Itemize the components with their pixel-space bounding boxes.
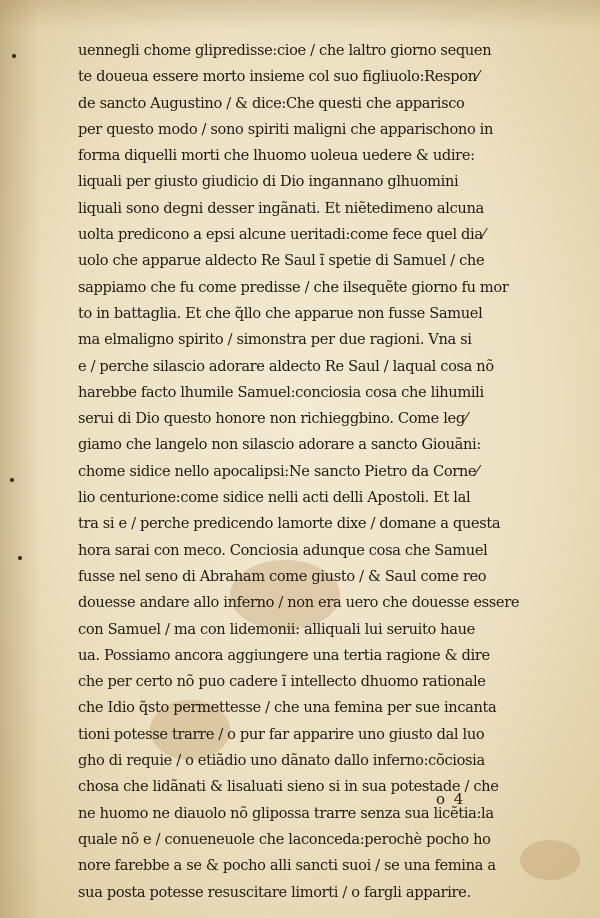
text-line: giamo che langelo non silascio adorare a sancto Giouãni: [78, 436, 481, 454]
text-line: quale nõ e / conueneuole che laconceda:perochè pocho ho [78, 830, 491, 848]
text-line: lio centurione:come sidice nelli acti delli Apostoli. Et lal [78, 489, 471, 507]
foxing-stain [520, 840, 580, 880]
text-line: uennegli chome glipredisse:cioe / che laltro giorno sequen [78, 42, 492, 59]
text-line: ne huomo ne diauolo nõ glipossa trarre senza sua licẽtia:la [78, 804, 494, 822]
page-left-edge-shadow [0, 0, 40, 918]
text-line: per questo modo / sono spiriti maligni che apparischono in [78, 120, 494, 138]
text-line: liquali per giusto giudicio di Dio ingannano glhuomini [78, 173, 459, 191]
wormhole [12, 54, 16, 58]
text-line: hora sarai con meco. Conciosia adunque cosa che Samuel [78, 541, 488, 559]
text-line: ua. Possiamo ancora aggiungere una tertia ragione & dire [78, 646, 490, 664]
text-line: chome sidice nello apocalipsi:Ne sancto Pietro da Corne⁄ [78, 462, 479, 480]
page-top-edge-shadow [0, 0, 600, 30]
wormhole [18, 556, 22, 560]
text-line: gho di requie / o etiãdio uno dãnato dallo inferno:cõciosia [78, 752, 485, 770]
text-line: tra si e / perche predicendo lamorte dixe / domane a questa [78, 515, 501, 533]
body-text [78, 38, 520, 906]
text-line: te doueua essere morto insieme col suo figliuolo:Respon⁄ [78, 68, 479, 86]
text-line: e / perche silascio adorare aldecto Re Saul / laqual cosa nõ [78, 357, 494, 375]
text-line: to in battaglia. Et che q̃llo che apparue non fusse Samuel [78, 304, 483, 322]
text-line: serui di Dio questo honore non richieggbino. Come leg⁄ [78, 410, 467, 428]
text-line: liquali sono degni desser ingãnati. Et niẽtedimeno alcuna [78, 199, 484, 217]
text-line: con Samuel / ma con lidemonii: alliquali lui seruito haue [78, 620, 475, 638]
text-line: che Idio q̃sto permettesse / che una femina per sue incanta [78, 699, 497, 717]
text-line: sua posta potesse resuscitare limorti / o fargli apparire. [78, 883, 471, 901]
text-line: sappiamo che fu come predisse / che ilsequẽte giorno fu mor [78, 278, 509, 296]
text-line: chosa che lidãnati & lisaluati sieno si in sua potestade / che [78, 778, 499, 796]
text-line: fusse nel seno di Abraham come giusto / & Saul come reo [78, 567, 487, 585]
text-line: uolta predicono a epsi alcune ueritadi:come fece quel dia⁄ [78, 226, 485, 244]
text-line: uolo che apparue aldecto Re Saul ĩ spetie di Samuel / che [78, 252, 485, 270]
text-line: ma elmaligno spirito / simonstra per due ragioni. Vna si [78, 331, 472, 349]
text-line: forma diquelli morti che lhuomo uoleua uedere & udire: [78, 147, 475, 165]
text-line: douesse andare allo inferno / non era uero che douesse essere [78, 594, 520, 612]
text-line: che per certo nõ puo cadere ĩ intellecto dhuomo rationale [78, 673, 486, 691]
text-line: de sancto Augustino / & dice:Che questi che apparisco [78, 94, 465, 112]
text-line: tioni potesse trarre / o pur far apparire uno giusto dal luo [78, 725, 485, 743]
text-line: nore farebbe a se & pocho alli sancti suoi / se una femina a [78, 857, 496, 875]
wormhole [10, 478, 14, 482]
page-number: o 4 [436, 790, 466, 808]
text-line: harebbe facto lhumile Samuel:conciosia cosa che lihumili [78, 383, 484, 401]
